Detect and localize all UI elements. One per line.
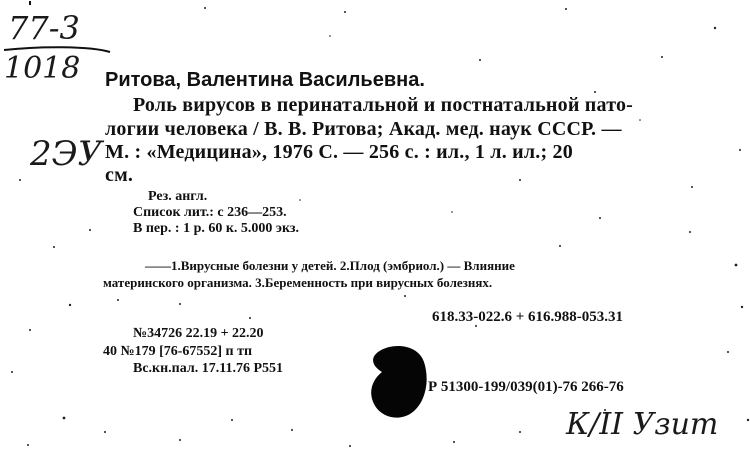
subjects-line-1: ——1.Вирусные болезни у детей. 2.Плод (эмбриол.) — Влияние xyxy=(145,258,515,273)
title-line-1: Роль вирусов в перинатальной и постнатальной пато- xyxy=(133,94,634,116)
classification-index: 618.33-022.6 + 616.988-053.31 xyxy=(432,309,624,325)
margin-note: 2ЭУ xyxy=(30,134,103,174)
author-heading: Ритова, Валентина Васильевна. xyxy=(105,69,425,91)
ink-blot xyxy=(371,346,426,418)
reg-line-2: 40 №179 [76-67552] п тп xyxy=(103,344,253,359)
subjects-line-2: материнского организма. 3.Беременность при вирусных болезнях. xyxy=(103,275,493,290)
reg-line-1: №34726 22.19 + 22.20 xyxy=(133,326,264,341)
reg-line-3: Вс.кн.пал. 17.11.76 Р551 xyxy=(133,361,284,376)
title-line-2: логии человека / В. В. Ритова; Акад. мед. наук СССР. — xyxy=(105,118,622,140)
shelfmark-bottom: 1018 xyxy=(4,51,81,86)
title-line-4: см. xyxy=(105,164,134,186)
note-bibliography: Список лит.: с 236—253. xyxy=(133,205,287,220)
note-price: В пер. : 1 р. 60 к. 5.000 экз. xyxy=(133,221,299,236)
note-summary: Рез. англ. xyxy=(148,189,208,204)
shelfmark-top: 77-3 xyxy=(8,9,80,47)
signature: К/II Узит xyxy=(566,407,719,442)
title-line-3: М. : «Медицина», 1976 С. — 256 с. : ил., 1 л. ил.; 20 xyxy=(105,141,573,163)
card-number: Р 51300-199/039(01)-76 266-76 xyxy=(428,379,624,395)
